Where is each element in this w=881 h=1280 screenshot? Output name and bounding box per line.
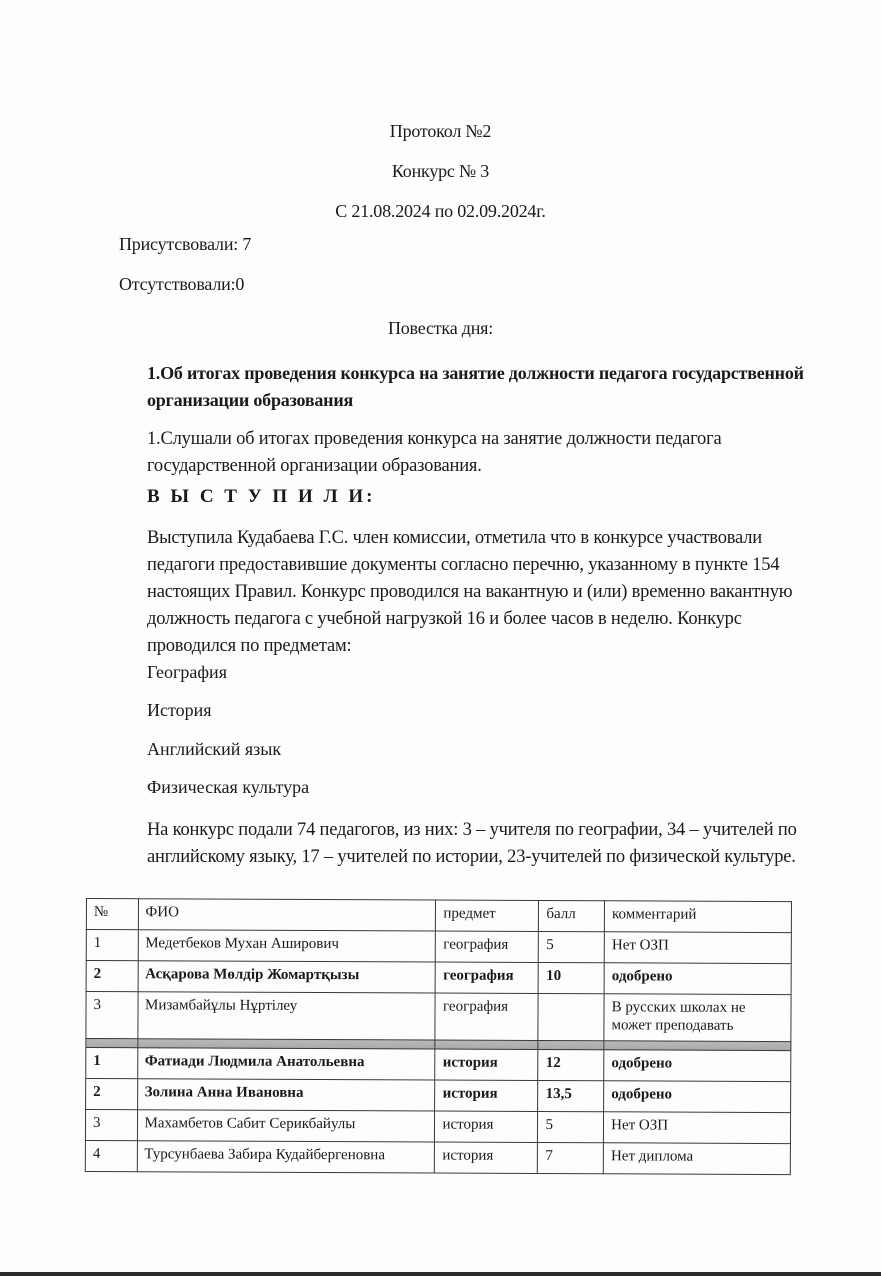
table-row xyxy=(85,1110,790,1144)
results-table xyxy=(85,898,792,1175)
present-count: Присутсвовали: 7 xyxy=(119,234,252,254)
summary-paragraph: На конкурс подали 74 педагогов, из них: 3 – учителя по географии, 34 – учителей по английскому языку, 17 – учителей по истории, 23-учителей по физической культуре. xyxy=(147,820,797,867)
cell-number: 2 xyxy=(86,961,138,992)
cell-comment: одобрено xyxy=(604,963,791,995)
cell-subject: география xyxy=(436,931,539,962)
cell-score: 7 xyxy=(538,1142,604,1173)
cell-number: 3 xyxy=(86,992,138,1039)
separator-cell xyxy=(538,1040,604,1049)
speech-paragraph: Выступила Кудабаева Г.С. член комиссии, отметила что в конкурсе участвовали педагоги предоставившие документы согласно перечню, указанному в пункте 154 настоящих Правил. Конкурс проводился на вакантную и (или) временно вакантную должность педагога с учебной нагрузкой 16 и более часов в неделю. Конкурс проводился по предметам: xyxy=(147,528,793,656)
protocol-title: Протокол №2 xyxy=(389,121,492,141)
column-header-number: № xyxy=(86,899,138,930)
spoke-heading: В Ы С Т У П И Л И: xyxy=(147,486,376,507)
subject-item: История xyxy=(147,700,212,720)
cell-name: Асқарова Мөлдір Жомартқызы xyxy=(138,961,436,993)
cell-comment: Нет диплома xyxy=(603,1143,790,1175)
cell-comment: одобрено xyxy=(604,1050,791,1082)
agenda-title: Повестка дня: xyxy=(387,318,494,338)
table-row xyxy=(86,1079,791,1113)
column-header-score: балл xyxy=(539,900,605,931)
cell-number: 1 xyxy=(86,930,138,961)
table-row xyxy=(86,1048,791,1082)
cell-name: Медетбеков Мухан Аширович xyxy=(138,930,436,962)
cell-comment: В русских школах не может преподавать xyxy=(604,994,791,1042)
separator-cell xyxy=(435,1040,538,1049)
cell-name: Турсунбаева Забира Кудайбергеновна xyxy=(137,1141,435,1173)
page-bottom-edge xyxy=(0,1272,881,1276)
column-header-name: ФИО xyxy=(138,899,436,931)
cell-number: 4 xyxy=(85,1140,137,1171)
heard-paragraph: 1.Слушали об итогах проведения конкурса на занятие должности педагога государственной организации образования. xyxy=(147,429,722,476)
cell-subject: история xyxy=(435,1049,538,1080)
table-row xyxy=(86,992,791,1042)
cell-name: Фатиади Людмила Анатольевна xyxy=(137,1048,435,1080)
table-row xyxy=(86,961,791,995)
column-header-comment: комментарий xyxy=(604,901,791,933)
cell-comment: Нет ОЗП xyxy=(604,932,791,964)
cell-score: 10 xyxy=(539,962,605,993)
cell-comment: одобрено xyxy=(604,1081,791,1113)
cell-name: Мизамбайұлы Нұртілеу xyxy=(137,992,435,1040)
contest-number: Конкурс № 3 xyxy=(391,161,490,181)
cell-score: 5 xyxy=(538,1111,604,1142)
cell-score: 5 xyxy=(539,931,605,962)
cell-name: Золина Анна Ивановна xyxy=(137,1079,435,1111)
cell-subject: география xyxy=(436,962,539,993)
table-row xyxy=(85,1140,790,1174)
table-header-row xyxy=(86,899,791,933)
cell-number: 2 xyxy=(86,1079,138,1110)
agenda-item: 1.Об итогах проведения конкурса на занятие должности педагога государственной организации образования xyxy=(147,363,804,410)
column-header-subject: предмет xyxy=(436,900,539,931)
contest-period: С 21.08.2024 по 02.09.2024г. xyxy=(335,201,546,221)
subject-item: Физическая культура xyxy=(147,777,310,797)
cell-number: 1 xyxy=(86,1048,138,1079)
cell-comment: Нет ОЗП xyxy=(604,1112,791,1144)
cell-subject: история xyxy=(435,1111,538,1142)
cell-score: 13,5 xyxy=(538,1080,604,1111)
cell-name: Махамбетов Сабит Серикбайулы xyxy=(137,1110,435,1142)
subject-item: География xyxy=(147,662,227,682)
cell-score xyxy=(538,993,604,1040)
subject-item: Английский язык xyxy=(147,739,282,759)
table-row xyxy=(86,930,791,964)
cell-subject: история xyxy=(435,1080,538,1111)
cell-score: 12 xyxy=(538,1049,604,1080)
absent-count: Отсутствовали:0 xyxy=(119,274,245,294)
cell-number: 3 xyxy=(85,1110,137,1141)
cell-subject: география xyxy=(435,993,538,1040)
cell-subject: история xyxy=(435,1142,538,1173)
separator-cell xyxy=(86,1039,138,1048)
